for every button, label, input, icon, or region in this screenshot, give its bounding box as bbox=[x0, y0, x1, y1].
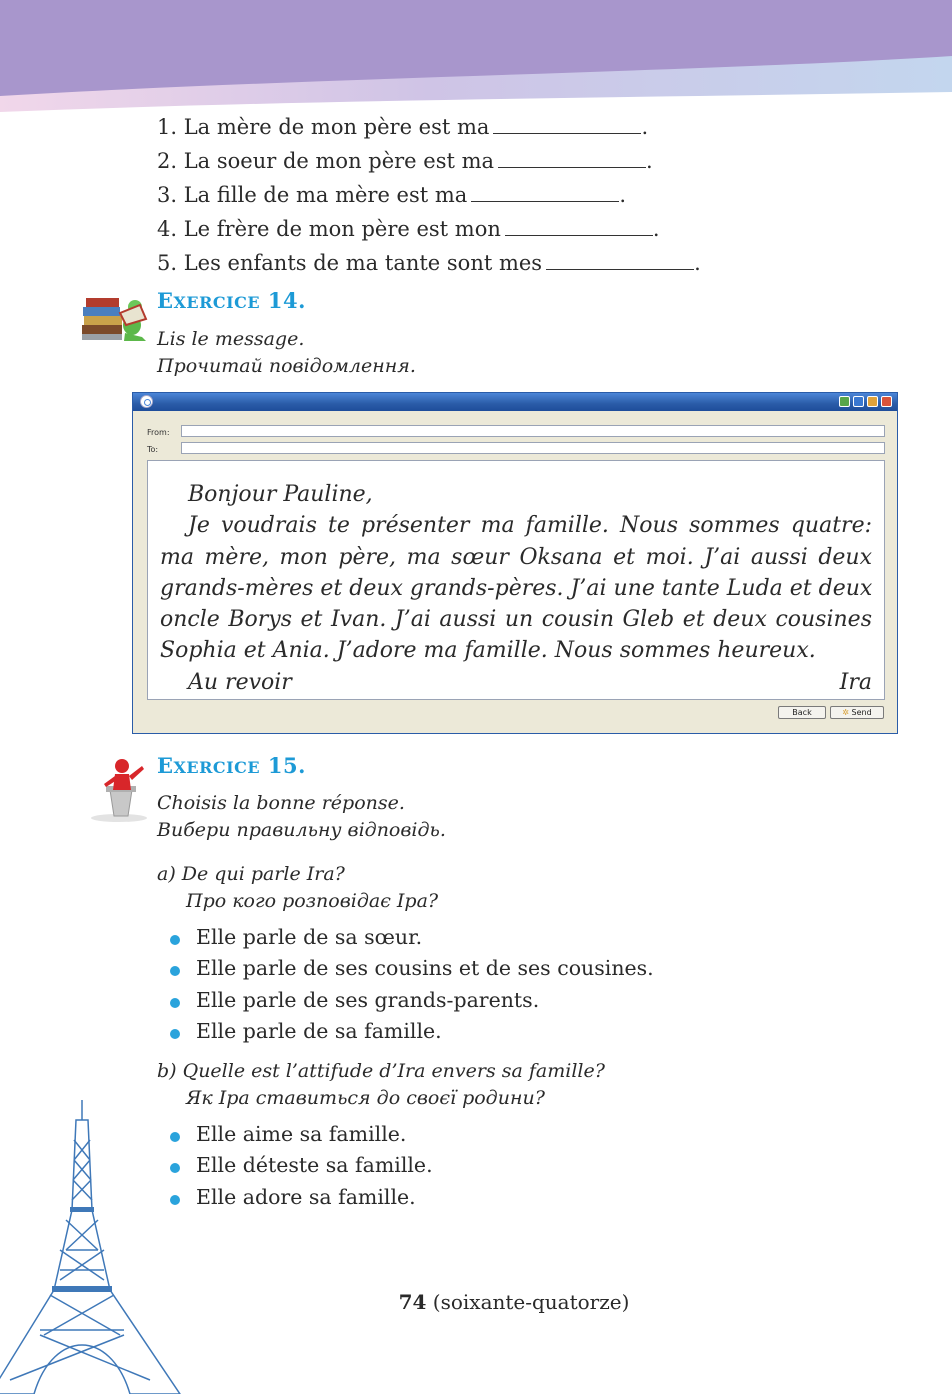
answer-option[interactable]: Elle déteste sa famille. bbox=[170, 1150, 433, 1181]
question-a-uk: Про кого розповідає Іра? bbox=[186, 890, 439, 912]
fill-in-item: 1. La mère de mon père est ma . bbox=[157, 115, 649, 139]
message-line: ma mère, mon père, ma sœur Oksana et moi. J’ai aussi deux bbox=[160, 544, 872, 570]
speaker-podium-icon bbox=[88, 752, 150, 822]
email-window bbox=[132, 392, 898, 734]
exercise-14-title: EXERCICE 14. bbox=[157, 288, 306, 313]
answer-option[interactable]: Elle aime sa famille. bbox=[170, 1119, 433, 1150]
signature: Ira bbox=[839, 669, 872, 695]
eiffel-tower-icon bbox=[0, 1100, 200, 1394]
message-text bbox=[160, 479, 872, 698]
instruction-uk: Вибери правильну відповідь. bbox=[157, 819, 446, 841]
answer-option[interactable]: Elle parle de sa sœur. bbox=[170, 922, 654, 953]
send-icon: ✲ bbox=[842, 708, 849, 717]
message-line: grands-mères et deux grands-pères. J’ai une tante Luda et deux bbox=[160, 575, 873, 601]
fill-in-item: 5. Les enfants de ma tante sont mes . bbox=[157, 251, 701, 275]
message-line: Sophia et Ania. J’adore ma famille. Nous sommes heureux. bbox=[160, 638, 816, 664]
answer-blank bbox=[546, 249, 694, 270]
help-icon[interactable] bbox=[839, 396, 850, 407]
question-b-fr: b) Quelle est l’attifude d’Ira envers sa famille? bbox=[157, 1060, 605, 1082]
answer-option[interactable]: Elle parle de sa famille. bbox=[170, 1016, 654, 1047]
closing: Au revoir bbox=[188, 669, 292, 695]
bullet-icon bbox=[170, 966, 180, 976]
bullet-icon bbox=[170, 1029, 180, 1039]
answer-blank bbox=[493, 113, 641, 134]
window-titlebar bbox=[133, 393, 897, 411]
answer-option[interactable]: Elle adore sa famille. bbox=[170, 1182, 433, 1213]
message-line: Je voudrais te présenter ma famille. Nous sommes quatre: bbox=[188, 513, 872, 539]
to-label: To: bbox=[147, 445, 159, 454]
message-body[interactable] bbox=[147, 460, 885, 700]
question-a-fr: a) De qui parle Ira? bbox=[157, 863, 345, 885]
fill-in-item: 2. La soeur de mon père est ma . bbox=[157, 149, 653, 173]
page-number: 74 (soixante-quatorze) bbox=[398, 1290, 630, 1314]
exercise-14-instructions bbox=[157, 326, 416, 380]
question-b-uk: Як Іра ставиться до своєї родини? bbox=[186, 1087, 545, 1109]
exercise-15-title: EXERCICE 15. bbox=[157, 753, 306, 778]
maximize-icon[interactable] bbox=[867, 396, 878, 407]
instruction-uk: Прочитай повідомлення. bbox=[157, 355, 416, 377]
to-field[interactable] bbox=[181, 442, 885, 454]
sign-row bbox=[160, 667, 872, 698]
minimize-icon[interactable] bbox=[853, 396, 864, 407]
message-line: oncle Borys et Ivan. J’ai aussi un cousin Gleb et deux cousines bbox=[160, 607, 872, 633]
bullet-icon bbox=[170, 935, 180, 945]
fill-in-item: 3. La fille de ma mère est ma . bbox=[157, 183, 626, 207]
app-icon bbox=[140, 395, 153, 408]
fill-in-item: 4. Le frère de mon père est mon . bbox=[157, 217, 660, 241]
header-band bbox=[0, 0, 952, 120]
exercise-15-instructions bbox=[157, 790, 446, 844]
greeting: Bonjour Pauline, bbox=[188, 482, 373, 507]
answer-option[interactable]: Elle parle de ses grands-parents. bbox=[170, 985, 654, 1016]
close-icon[interactable] bbox=[881, 396, 892, 407]
instruction-fr: Choisis la bonne réponse. bbox=[157, 792, 405, 814]
answer-list-b bbox=[170, 1119, 433, 1213]
from-field[interactable] bbox=[181, 425, 885, 437]
question-b bbox=[157, 1058, 605, 1112]
instruction-fr: Lis le message. bbox=[157, 328, 305, 350]
reading-books-icon bbox=[80, 285, 150, 345]
answer-blank bbox=[498, 147, 646, 168]
send-button[interactable]: ✲ Send bbox=[830, 706, 884, 719]
back-button[interactable]: Back bbox=[778, 706, 826, 719]
from-label: From: bbox=[147, 428, 170, 437]
bullet-icon bbox=[170, 998, 180, 1008]
answer-option[interactable]: Elle parle de ses cousins et de ses cousines. bbox=[170, 953, 654, 984]
question-a bbox=[157, 861, 438, 915]
answer-list-a bbox=[170, 922, 654, 1047]
answer-blank bbox=[471, 181, 619, 202]
fill-in-list bbox=[157, 110, 701, 280]
answer-blank bbox=[505, 215, 653, 236]
